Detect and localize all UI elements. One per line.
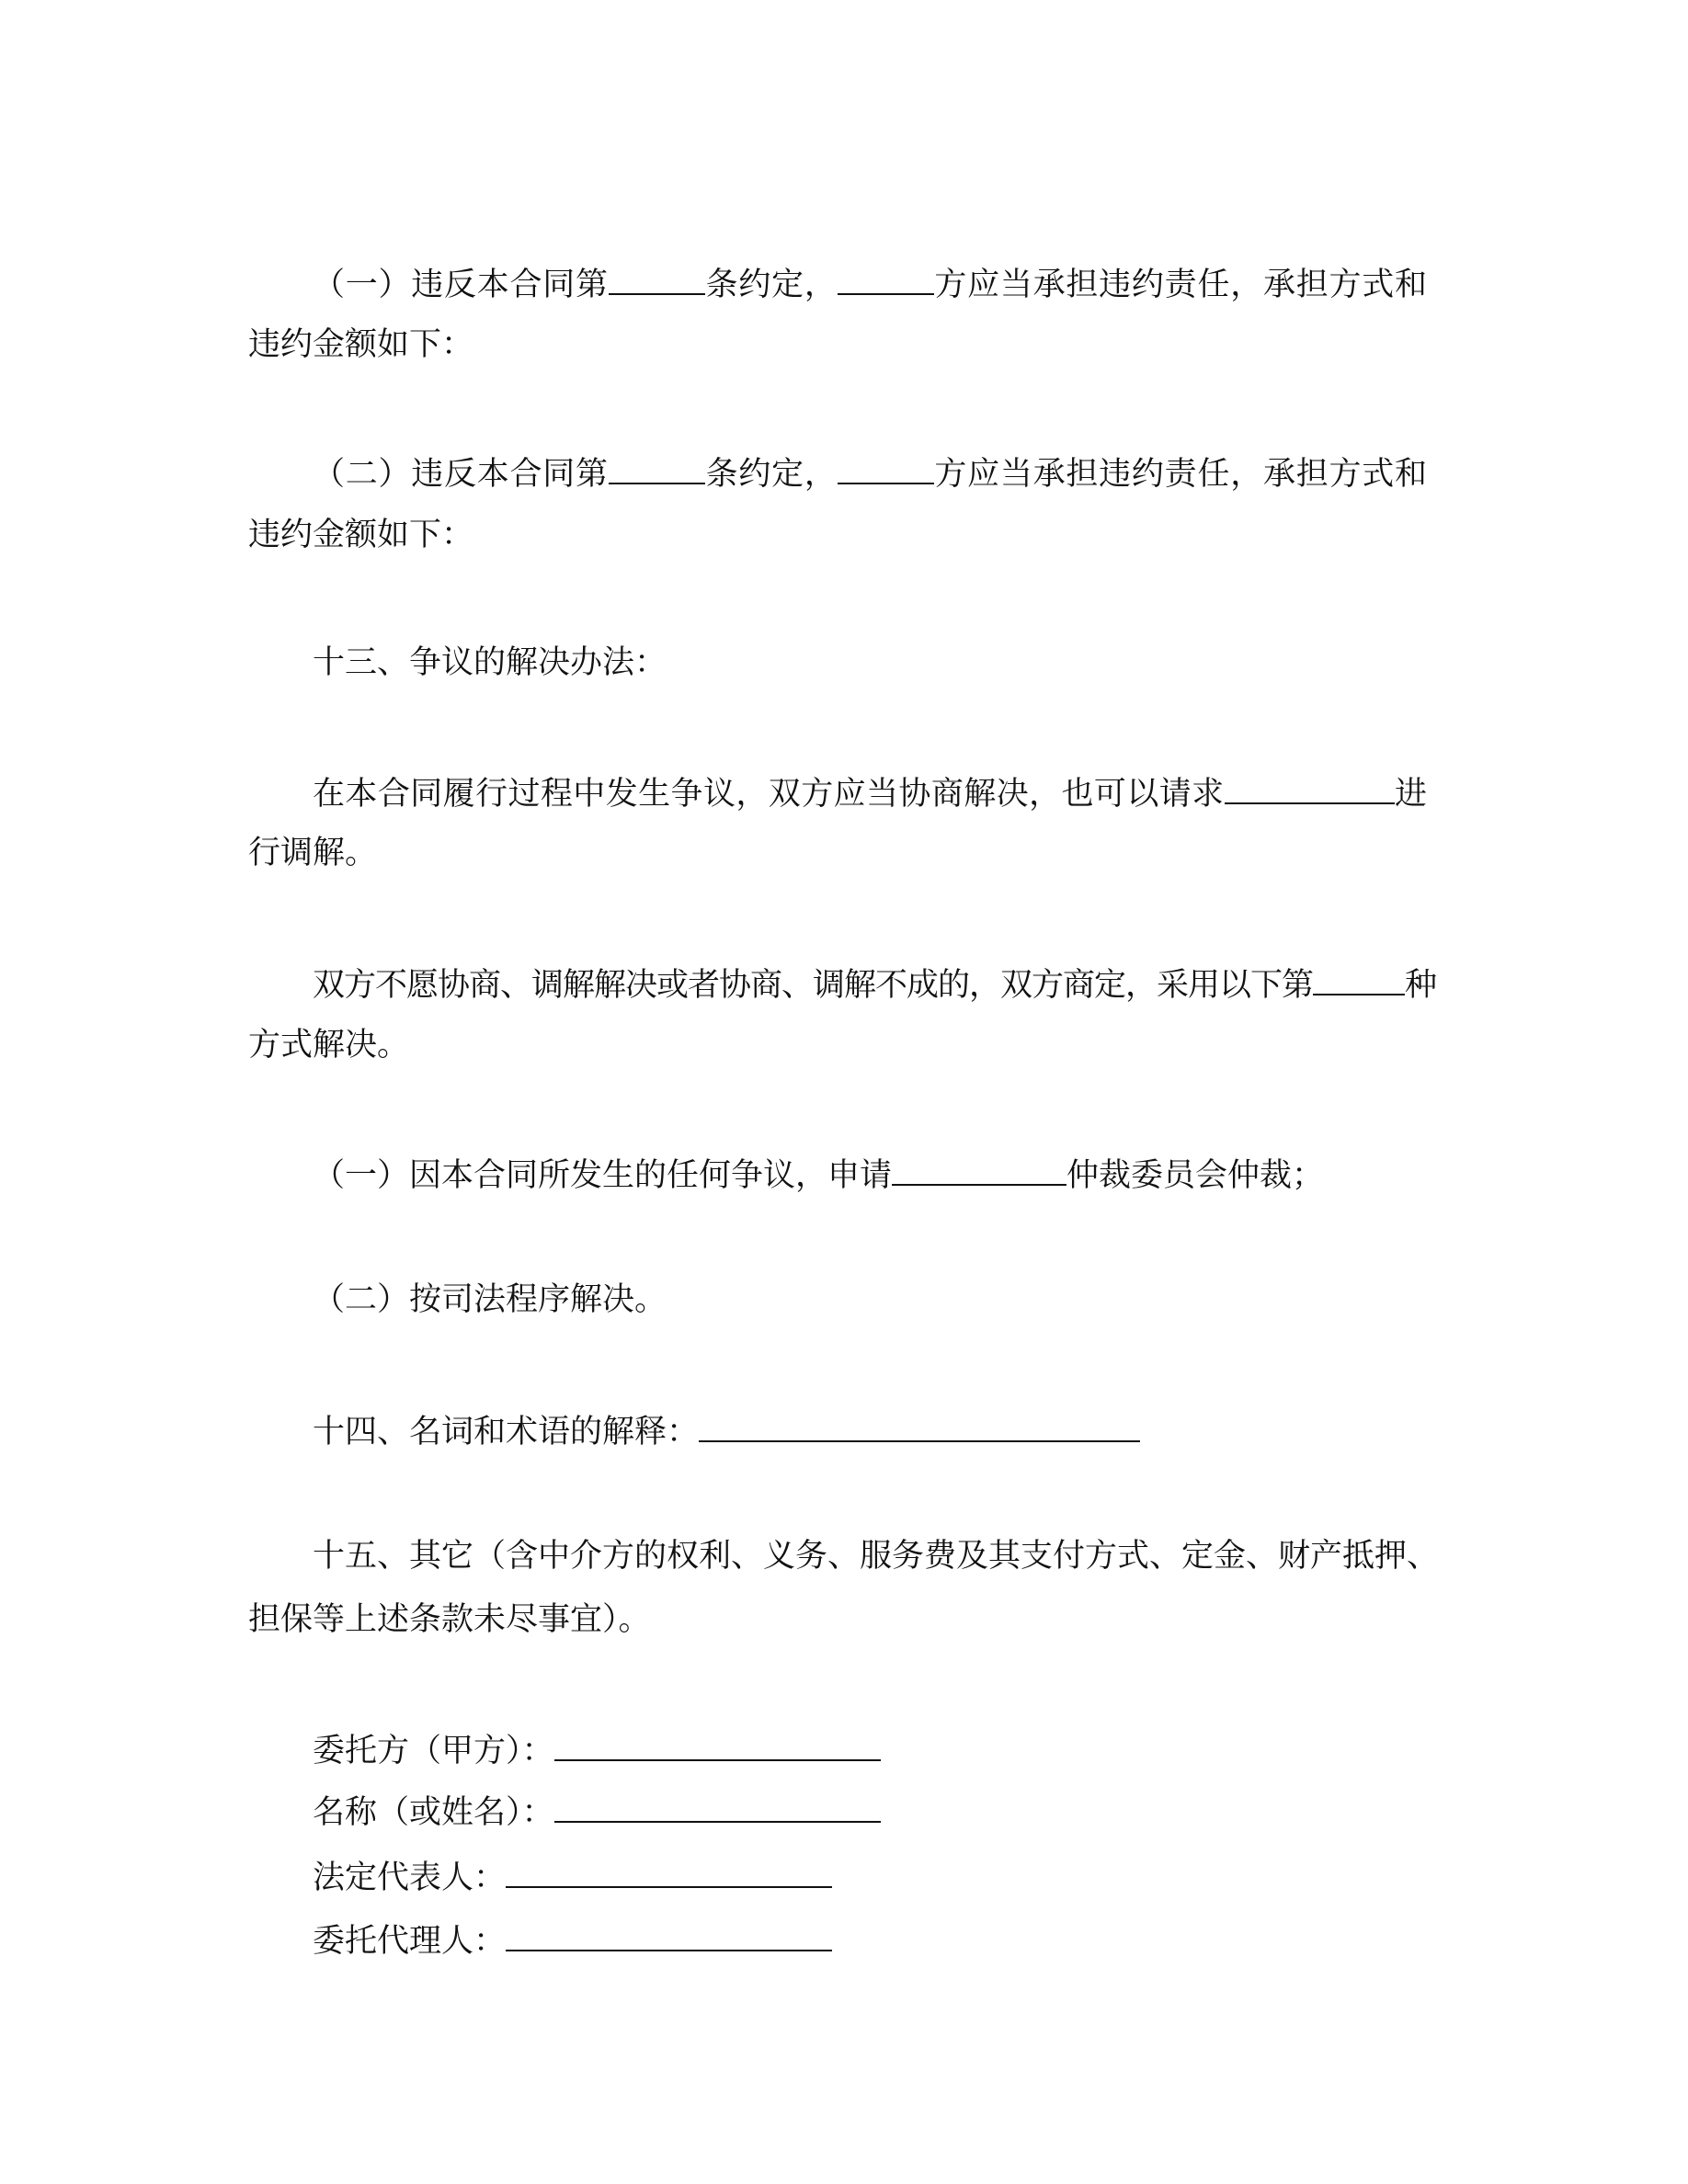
- resolution-line-2: 方式解决。: [248, 1027, 410, 1064]
- blank-field[interactable]: [838, 262, 934, 295]
- mediation-line-1: [313, 771, 1427, 814]
- mediation-line-2: 行调解。: [248, 835, 378, 871]
- blank-field[interactable]: [506, 1918, 832, 1951]
- text: 十四、名词和术语的解释：: [313, 1414, 700, 1450]
- clause-1-line-1: [313, 262, 1427, 305]
- text: 条约定，: [704, 456, 838, 493]
- label: 法定代表人：: [313, 1860, 507, 1896]
- blank-field[interactable]: [554, 1790, 881, 1823]
- clause-2-line-1: [313, 451, 1427, 495]
- label: 委托方（甲方）：: [313, 1733, 554, 1769]
- text: （一）违反本合同第: [313, 267, 609, 303]
- section-14: [313, 1409, 1427, 1452]
- section-13-heading: 十三、争议的解决办法：: [313, 644, 667, 681]
- label: 名称（或姓名）：: [313, 1794, 554, 1831]
- text: 进: [1394, 776, 1427, 813]
- clause-1-line-2: 违约金额如下：: [248, 326, 474, 363]
- text: 方应当承担违约责任，承担方式和: [933, 267, 1427, 303]
- text: （一）因本合同所发生的任何争议，申请: [313, 1157, 893, 1194]
- signature-principal: [313, 1728, 1427, 1771]
- text: 仲裁委员会仲裁；: [1066, 1157, 1325, 1194]
- signature-name: [313, 1790, 1427, 1833]
- text: 在本合同履行过程中发生争议，双方应当协商解决，也可以请求: [313, 776, 1225, 813]
- section-15-line-2: 担保等上述条款未尽事宜）。: [248, 1601, 651, 1638]
- blank-field[interactable]: [838, 451, 934, 484]
- signature-agent: [313, 1918, 1427, 1962]
- blank-field[interactable]: [506, 1855, 832, 1888]
- blank-field[interactable]: [609, 451, 705, 484]
- resolution-line-1: [313, 962, 1437, 1006]
- section-15-line-1: 十五、其它（含中介方的权利、义务、服务费及其支付方式、定金、财产抵押、: [313, 1538, 1440, 1575]
- text: 双方不愿协商、调解解决或者协商、调解不成的，双方商定，采用以下第: [313, 967, 1314, 1004]
- text: 方应当承担违约责任，承担方式和: [933, 456, 1427, 493]
- option-judicial: （二）按司法程序解决。: [313, 1281, 667, 1318]
- blank-field[interactable]: [1313, 962, 1405, 995]
- blank-field[interactable]: [699, 1409, 1140, 1442]
- blank-field[interactable]: [1225, 771, 1395, 804]
- text: 种: [1405, 967, 1437, 1004]
- option-arbitration: [313, 1153, 1427, 1196]
- text: 条约定，: [704, 267, 838, 303]
- text: （二）违反本合同第: [313, 456, 609, 493]
- blank-field[interactable]: [892, 1153, 1066, 1186]
- blank-field[interactable]: [609, 262, 705, 295]
- clause-2-line-2: 违约金额如下：: [248, 517, 474, 553]
- signature-legal-rep: [313, 1855, 1427, 1898]
- label: 委托代理人：: [313, 1923, 507, 1960]
- blank-field[interactable]: [554, 1728, 881, 1761]
